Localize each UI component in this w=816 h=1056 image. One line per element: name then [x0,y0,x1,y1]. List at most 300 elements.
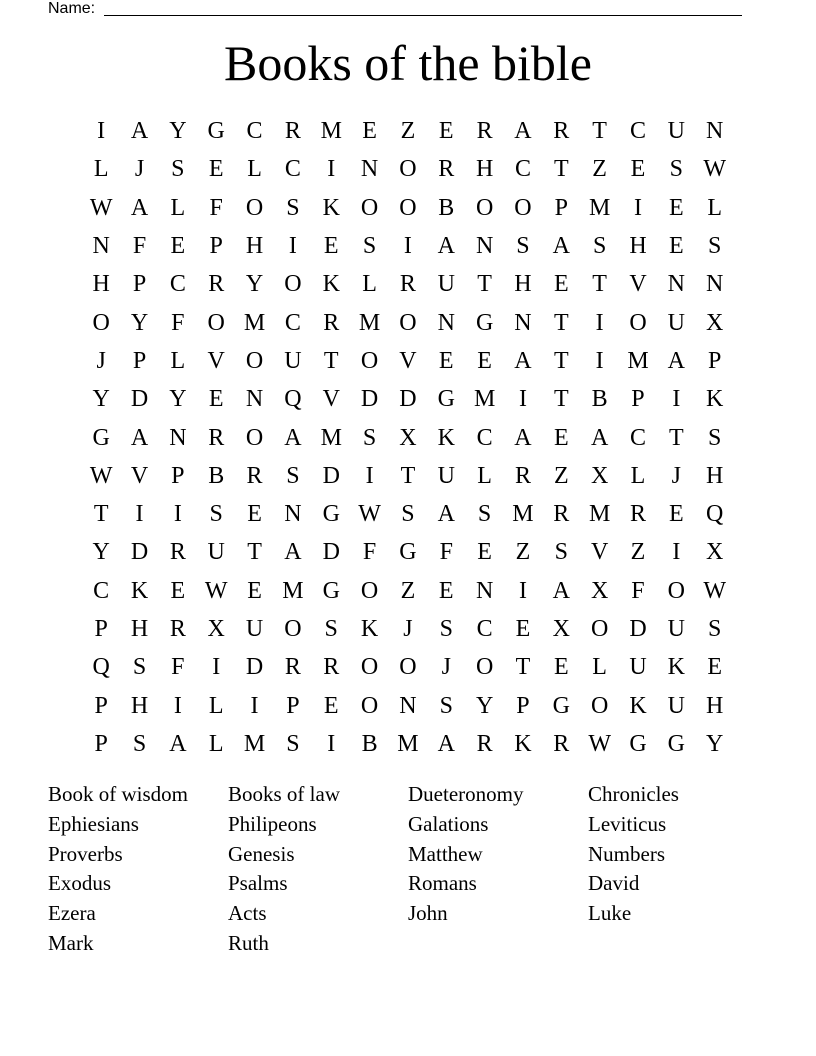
grid-letter[interactable]: O [399,309,417,336]
grid-letter[interactable]: X [706,309,724,336]
grid-letter[interactable]: P [516,692,530,719]
grid-letter[interactable]: A [514,424,532,451]
grid-letter[interactable]: S [401,501,415,528]
grid-letter[interactable]: S [171,156,185,183]
grid-letter[interactable]: O [399,194,417,221]
grid-letter[interactable]: L [208,730,224,757]
grid-letter[interactable]: L [93,156,109,183]
grid-letter[interactable]: V [322,386,340,413]
grid-letter[interactable]: Z [400,118,416,145]
grid-letter[interactable]: L [592,654,607,681]
grid-letter[interactable]: B [438,194,455,221]
grid-letter[interactable]: L [362,271,377,298]
grid-letter[interactable]: H [92,271,110,298]
grid-letter[interactable]: S [362,424,377,451]
grid-letter[interactable]: L [208,692,224,719]
grid-letter[interactable]: U [437,462,455,489]
grid-letter[interactable]: M [397,730,419,757]
grid-letter[interactable]: R [438,156,455,183]
grid-letter[interactable]: N [284,501,302,528]
grid-letter[interactable]: G [629,730,647,757]
grid-letter[interactable]: N [706,118,724,145]
grid-letter[interactable]: J [671,462,681,489]
grid-letter[interactable]: O [360,194,379,221]
grid-letter[interactable]: H [514,271,532,298]
grid-letter[interactable]: U [667,616,685,642]
grid-letter[interactable]: T [247,539,262,566]
grid-letter[interactable]: P [132,347,147,374]
grid-letter[interactable]: R [284,118,301,145]
grid-letter[interactable]: T [553,386,569,413]
grid-letter[interactable]: J [134,156,145,183]
grid-letter[interactable]: J [96,347,106,374]
grid-letter[interactable]: F [439,539,453,566]
grid-letter[interactable]: E [515,616,531,642]
grid-letter[interactable]: N [245,386,264,413]
grid-letter[interactable]: P [94,730,108,757]
grid-letter[interactable]: O [629,309,647,336]
grid-letter[interactable]: O [245,194,264,221]
grid-letter[interactable]: P [171,462,185,489]
grid-letter[interactable]: A [514,347,532,374]
grid-letter[interactable]: C [629,118,646,145]
grid-letter[interactable]: N [169,424,187,451]
word-list-item: Genesis [228,841,295,866]
grid-letter[interactable]: N [92,233,110,260]
grid-letter[interactable]: I [403,233,412,260]
grid-letter[interactable]: K [629,692,647,719]
grid-letter[interactable]: K [667,654,685,681]
grid-letter[interactable]: M [473,386,496,413]
grid-letter[interactable]: E [438,118,454,145]
grid-letter[interactable]: D [629,616,647,642]
grid-letter[interactable]: G [475,309,494,336]
grid-letter[interactable]: X [590,462,609,489]
grid-letter[interactable]: I [173,692,182,719]
grid-letter[interactable]: A [437,233,455,260]
grid-letter[interactable]: Z [400,577,416,604]
grid-letter[interactable]: O [590,616,609,642]
grid-letter[interactable]: P [94,616,108,642]
grid-letter[interactable]: U [207,539,225,566]
grid-letter[interactable]: X [590,577,609,604]
grid-letter[interactable]: N [667,271,685,298]
grid-letter[interactable]: O [590,692,609,719]
grid-letter[interactable]: B [591,386,608,413]
grid-letter[interactable]: V [399,347,417,374]
grid-letter[interactable]: E [438,347,454,374]
grid-letter[interactable]: R [399,271,416,298]
grid-letter[interactable]: S [669,156,683,183]
grid-letter[interactable]: A [437,730,455,757]
grid-letter[interactable]: A [130,194,149,221]
grid-letter[interactable]: E [668,194,684,221]
grid-row [82,342,734,380]
grid-letter[interactable]: W [89,194,113,221]
grid-letter[interactable]: T [553,347,569,374]
name-input-line[interactable] [104,15,742,16]
grid-letter[interactable]: T [515,654,531,681]
grid-letter[interactable]: O [245,347,264,374]
grid-letter[interactable]: O [399,156,417,183]
grid-letter[interactable]: O [284,271,302,298]
grid-letter[interactable]: S [286,730,300,757]
grid-letter[interactable]: E [630,156,646,183]
grid-letter[interactable]: C [629,424,646,451]
grid-letter[interactable]: A [552,233,570,260]
grid-letter[interactable]: U [629,654,647,681]
grid-letter[interactable]: Y [706,730,724,757]
grid-letter[interactable]: A [552,577,570,604]
grid-letter[interactable]: O [245,424,264,451]
grid-letter[interactable]: M [243,309,266,336]
grid-letter[interactable]: M [282,577,304,604]
grid-letter[interactable]: S [592,233,607,260]
grid-letter[interactable]: R [246,462,263,489]
grid-letter[interactable]: T [553,156,569,183]
grid-letter[interactable]: R [169,616,186,642]
grid-letter[interactable]: E [477,347,492,374]
grid-letter[interactable]: L [477,462,492,489]
grid-letter[interactable]: K [514,730,532,757]
grid-letter[interactable]: G [322,501,340,528]
grid-letter[interactable]: Z [592,156,607,183]
grid-letter[interactable]: U [437,271,455,298]
grid-letter[interactable]: L [247,156,262,183]
grid-letter[interactable]: E [247,501,262,528]
grid-letter[interactable]: M [320,424,342,451]
grid-letter[interactable]: I [327,156,336,183]
grid-letter[interactable]: H [706,462,724,489]
grid-letter[interactable]: T [477,271,492,298]
grid-letter[interactable]: M [512,501,534,528]
grid-letter[interactable]: C [476,424,493,451]
grid-letter[interactable]: G [552,692,570,719]
grid-letter[interactable]: E [170,577,186,604]
grid-letter[interactable]: N [399,692,417,719]
grid-letter[interactable]: Q [284,386,302,413]
grid-letter[interactable]: C [169,271,186,298]
grid-letter[interactable]: R [208,271,225,298]
grid-letter[interactable]: S [132,730,147,757]
grid-letter[interactable]: H [629,233,647,260]
grid-letter[interactable]: C [514,156,531,183]
grid-letter[interactable]: V [130,462,149,489]
grid-letter[interactable]: P [631,386,645,413]
grid-letter[interactable]: X [706,539,724,566]
grid-letter[interactable]: J [441,654,451,681]
grid-letter[interactable]: W [703,577,726,604]
grid-letter[interactable]: Y [92,386,110,413]
grid-letter[interactable]: O [399,654,417,681]
grid-letter[interactable]: W [703,156,726,183]
grid-letter[interactable]: I [672,386,681,413]
grid-letter[interactable]: B [361,730,378,757]
grid-letter[interactable]: O [360,577,379,604]
grid-letter[interactable]: U [667,118,685,145]
grid-letter[interactable]: S [516,233,530,260]
grid-letter[interactable]: R [553,118,570,145]
grid-letter[interactable]: Y [475,692,494,719]
grid-letter[interactable]: O [475,194,494,221]
grid-letter[interactable]: S [132,654,147,681]
grid-letter[interactable]: D [360,386,379,413]
grid-letter[interactable]: P [554,194,568,221]
grid-letter[interactable]: A [130,118,149,145]
grid-letter[interactable]: Z [553,462,569,489]
grid-letter[interactable]: F [209,194,223,221]
grid-letter[interactable]: Y [169,118,187,145]
grid-letter[interactable]: H [130,616,149,642]
grid-letter[interactable]: A [590,424,609,451]
word-list-item: Ezera [48,901,96,926]
grid-letter[interactable]: M [320,118,342,145]
grid-letter[interactable]: E [323,692,339,719]
grid-letter[interactable]: K [322,271,340,298]
grid-letter[interactable]: Y [245,271,264,298]
grid-letter[interactable]: O [475,654,494,681]
grid-letter[interactable]: D [322,462,340,489]
grid-letter[interactable]: E [668,501,684,528]
grid-letter[interactable]: E [247,577,262,604]
name-line [48,0,95,18]
grid-letter[interactable]: H [245,233,264,260]
grid-letter[interactable]: F [362,539,377,566]
grid-letter[interactable]: R [169,539,186,566]
grid-letter[interactable]: A [514,118,532,145]
grid-letter[interactable]: E [553,271,569,298]
grid-letter[interactable]: H [706,692,724,719]
grid-letter[interactable]: O [360,692,379,719]
grid-letter[interactable]: T [553,309,569,336]
grid-letter[interactable]: F [171,309,185,336]
grid-letter[interactable]: I [173,501,182,528]
grid-letter[interactable]: V [207,347,225,374]
grid-letter[interactable]: K [130,577,149,604]
grid-letter[interactable]: T [93,501,109,528]
grid-letter[interactable]: W [204,577,228,604]
grid-letter[interactable]: Y [169,386,187,413]
grid-letter[interactable]: F [132,233,147,260]
grid-letter[interactable]: I [365,462,374,489]
grid-letter[interactable]: E [170,233,186,260]
grid-letter[interactable]: G [399,539,417,566]
grid-letter[interactable]: Q [706,501,724,528]
grid-letter[interactable]: S [707,616,722,642]
grid-letter[interactable]: R [514,462,531,489]
grid-letter[interactable]: I [595,309,604,336]
grid-letter[interactable]: R [629,501,646,528]
grid-letter[interactable]: O [360,654,379,681]
grid-letter[interactable]: N [437,309,455,336]
grid-letter[interactable]: L [170,347,186,374]
grid-letter[interactable]: I [250,692,259,719]
grid-letter[interactable]: O [284,616,302,642]
grid-letter[interactable]: N [475,577,494,604]
grid-letter[interactable]: P [707,347,722,374]
grid-letter[interactable]: W [358,501,381,528]
grid-letter[interactable]: R [476,730,493,757]
grid-letter[interactable]: R [553,501,570,528]
grid-letter[interactable]: U [284,347,302,374]
grid-letter[interactable]: G [437,386,455,413]
grid-letter[interactable]: K [437,424,455,451]
grid-letter[interactable]: I [518,577,527,604]
grid-letter[interactable]: Y [92,539,110,566]
grid-letter[interactable]: L [707,194,722,221]
grid-letter[interactable]: V [629,271,647,298]
grid-letter[interactable]: T [400,462,416,489]
grid-letter[interactable]: X [207,616,225,642]
grid-letter[interactable]: N [475,233,494,260]
grid-letter[interactable]: C [284,156,301,183]
grid-letter[interactable]: I [97,118,106,145]
grid-letter[interactable]: O [514,194,532,221]
grid-letter[interactable]: P [286,692,300,719]
grid-letter[interactable]: E [477,539,492,566]
grid-letter[interactable]: O [92,309,110,336]
grid-letter[interactable]: A [437,501,455,528]
grid-letter[interactable]: I [288,233,297,260]
grid-letter[interactable]: R [323,654,340,681]
grid-letter[interactable]: S [707,424,722,451]
grid-letter[interactable]: I [518,386,527,413]
grid-letter[interactable]: A [284,539,302,566]
grid-letter[interactable]: X [552,616,570,642]
grid-letter[interactable]: I [212,654,221,681]
grid-letter[interactable]: D [130,386,149,413]
grid-letter[interactable]: R [323,309,340,336]
grid-letter[interactable]: U [667,309,685,336]
grid-letter[interactable]: F [631,577,645,604]
grid-letter[interactable]: I [633,194,642,221]
grid-letter[interactable]: V [590,539,609,566]
grid-letter[interactable]: E [668,233,684,260]
grid-letter[interactable]: K [360,616,379,642]
grid-letter[interactable]: S [324,616,338,642]
grid-letter[interactable]: N [706,271,724,298]
grid-letter[interactable]: U [667,692,685,719]
grid-letter[interactable]: K [706,386,724,413]
grid-letter[interactable]: I [672,539,681,566]
grid-letter[interactable]: R [284,654,301,681]
grid-letter[interactable]: W [89,462,113,489]
grid-letter[interactable]: E [208,386,224,413]
grid-letter[interactable]: S [286,462,300,489]
grid-letter[interactable]: A [169,730,187,757]
grid-letter[interactable]: I [327,730,336,757]
word-list-item: Mark [48,930,94,955]
grid-letter[interactable]: E [208,156,224,183]
grid-letter[interactable]: S [362,233,377,260]
word-list [48,780,788,959]
grid-letter[interactable]: D [245,654,264,681]
grid-letter[interactable]: S [477,501,492,528]
grid-letter[interactable]: R [476,118,493,145]
grid-letter[interactable]: M [588,194,611,221]
grid-letter[interactable]: R [553,730,570,757]
grid-letter[interactable]: H [130,692,149,719]
grid-letter[interactable]: T [592,271,607,298]
grid-letter[interactable]: Y [130,309,149,336]
grid-letter[interactable]: C [246,118,263,145]
grid-letter[interactable]: E [707,654,722,681]
grid-row [82,572,734,610]
grid-letter[interactable]: R [208,424,225,451]
grid-letter[interactable]: F [171,654,185,681]
grid-letter[interactable]: T [592,118,607,145]
grid-letter[interactable]: C [93,577,110,604]
grid-letter[interactable]: S [286,194,300,221]
grid-letter[interactable]: B [208,462,225,489]
grid-letter[interactable]: O [667,577,685,604]
grid-letter[interactable]: N [514,309,532,336]
grid-letter[interactable]: Z [515,539,531,566]
grid-letter[interactable]: A [667,347,685,374]
grid-letter[interactable]: S [439,692,453,719]
grid-letter[interactable]: O [360,347,379,374]
grid-letter[interactable]: W [588,730,611,757]
grid-letter[interactable]: S [554,539,568,566]
word-list-item: Romans [408,871,477,896]
grid-letter[interactable]: O [207,309,225,336]
grid-letter[interactable]: D [322,539,340,566]
grid-letter[interactable]: L [630,462,646,489]
grid-letter[interactable]: L [170,194,186,221]
grid-letter[interactable]: M [243,730,266,757]
word-list-item: Dueteronomy [408,782,524,806]
grid-letter[interactable]: M [588,501,611,528]
grid-letter[interactable]: G [322,577,340,604]
grid-letter[interactable]: A [130,424,149,451]
grid-letter[interactable]: S [209,501,223,528]
grid-letter[interactable]: M [627,347,649,374]
grid-letter[interactable]: P [132,271,147,298]
grid-letter[interactable]: J [403,616,413,642]
grid-letter[interactable]: E [438,577,454,604]
grid-letter[interactable]: E [362,118,377,145]
grid-letter[interactable]: S [439,616,453,642]
grid-letter[interactable]: P [94,692,108,719]
grid-letter[interactable]: X [399,424,417,451]
grid-letter[interactable]: C [284,309,301,336]
grid-letter[interactable]: S [707,233,722,260]
grid-letter[interactable]: C [476,616,493,642]
grid-letter[interactable]: K [322,194,340,221]
grid-letter[interactable]: T [668,424,684,451]
grid-letter[interactable]: M [358,309,381,336]
grid-letter[interactable]: T [323,347,339,374]
grid-letter[interactable]: E [553,654,569,681]
grid-letter[interactable]: D [130,539,149,566]
grid-letter[interactable]: E [323,233,339,260]
grid-letter[interactable]: Z [630,539,646,566]
grid-letter[interactable]: D [399,386,417,413]
grid-letter[interactable]: U [245,616,264,642]
grid-letter[interactable]: A [284,424,302,451]
grid-letter[interactable]: G [207,118,225,145]
grid-letter[interactable]: P [209,233,223,260]
grid-letter[interactable]: N [360,156,379,183]
grid-letter[interactable]: Q [92,654,110,681]
grid-letter[interactable]: I [135,501,144,528]
grid-letter[interactable]: H [475,156,494,183]
grid-letter[interactable]: G [667,730,685,757]
grid-letter[interactable]: E [553,424,569,451]
grid-letter[interactable]: G [92,424,110,451]
grid-letter[interactable]: I [595,347,604,374]
word-list-item: Psalms [228,871,288,896]
